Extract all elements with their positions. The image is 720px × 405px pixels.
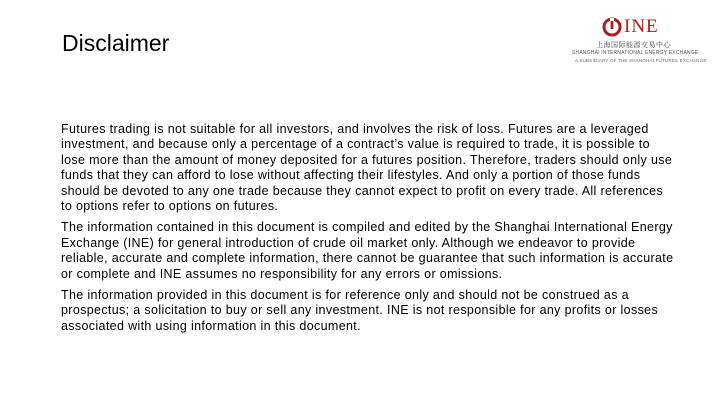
disclaimer-paragraph: The information provided in this document is for reference only and should not be construed as a prospectus; a solicitation to buy or sell any investment. INE is not responsible for any profits or losses associated with using information in this document. <box>61 288 659 333</box>
disclaimer-paragraph: Futures trading is not suitable for all investors, and involves the risk of loss. Futures are a leveraged investment, and because only a percentage of a contract’s value is required to trade, it is possible to lose more than the amount of money deposited for a futures position. Therefore, traders should only use funds that they can afford to lose without affecting their lifestyles. And only a portion of those funds should be devoted to any one trade because they cannot expect to profit on every trade. All references to options refer to options on futures. <box>61 122 673 214</box>
logo-tagline: A SUBSIDIARY OF THE SHANGHAI FUTURES EXCHANGE <box>575 58 707 63</box>
logo-name: INE <box>624 16 659 37</box>
disclaimer-body <box>61 122 675 340</box>
ine-logo <box>566 14 707 66</box>
disclaimer-paragraph: The information contained in this document is compiled and edited by the Shanghai International Energy Exchange (INE) for general introduction of crude oil market only. Although we endeavor to provide reliable, accurate and complete information, there cannot be guarantee that such information is accurate or complete and INE assumes no responsibility for any errors or omissions. <box>61 220 674 281</box>
ine-emblem-icon <box>602 17 622 37</box>
logo-chinese-name: 上海国际能源交易中心 <box>596 42 671 49</box>
logo-english-name: SHANGHAI INTERNATIONAL ENERGY EXCHANGE <box>572 50 699 56</box>
slide-title: Disclaimer <box>62 30 170 56</box>
